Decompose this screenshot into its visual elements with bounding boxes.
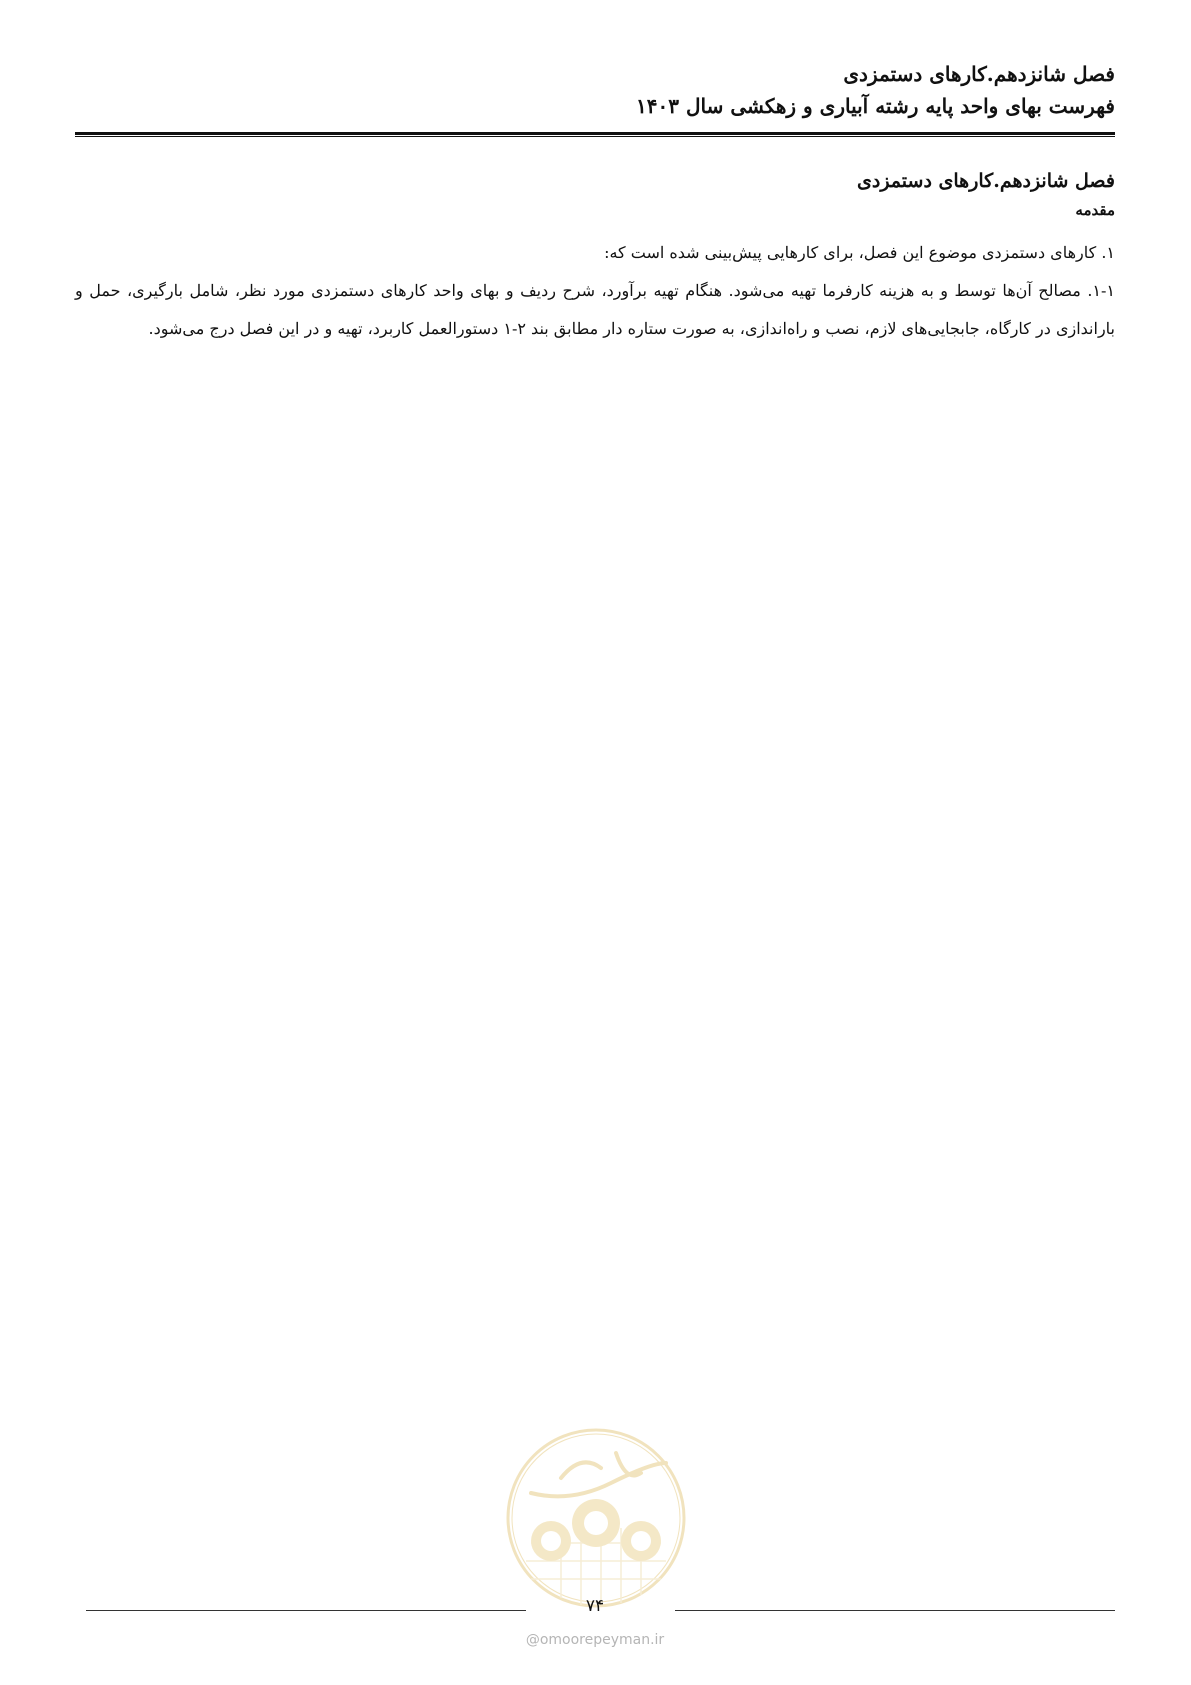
main-content — [75, 166, 1115, 348]
subsection-title: مقدمه — [1075, 201, 1115, 219]
paragraph-1: ۱. کارهای دستمزدی موضوع این فصل، برای کارهایی پیش‌بینی شده است که: — [604, 243, 1115, 262]
paragraph-1-1: ۱-۱. مصالح آن‌ها توسط و به هزینه کارفرما تهیه می‌شود. هنگام تهیه برآورد، شرح ردیف و بهای واحد کارهای دستمزدی مورد نظر، شامل بارگیری، حمل و باراندازی در کارگاه، جابجایی‌های لازم، نصب و راه‌اندازی، به صورت ستاره دار مطابق بند ۲-۱ دستورالعمل کاربرد، تهیه و در این فصل درج می‌شود. — [75, 281, 1115, 338]
footer-rule-right — [675, 1610, 1115, 1611]
running-document-title: فهرست بهای واحد پایه رشته آبیاری و زهکشی سال ۱۴۰۳ — [636, 94, 1115, 118]
section-title: فصل شانزدهم.کارهای دستمزدی — [856, 170, 1115, 192]
page-header — [75, 58, 1115, 122]
footer-rule-left — [86, 1610, 526, 1611]
running-chapter-title: فصل شانزدهم.کارهای دستمزدی — [843, 62, 1115, 86]
watermark-logo — [501, 1423, 691, 1613]
page-number: ۷۴ — [585, 1596, 605, 1616]
header-double-rule — [75, 132, 1115, 137]
watermark-url: @omoorepeyman.ir — [525, 1632, 665, 1648]
